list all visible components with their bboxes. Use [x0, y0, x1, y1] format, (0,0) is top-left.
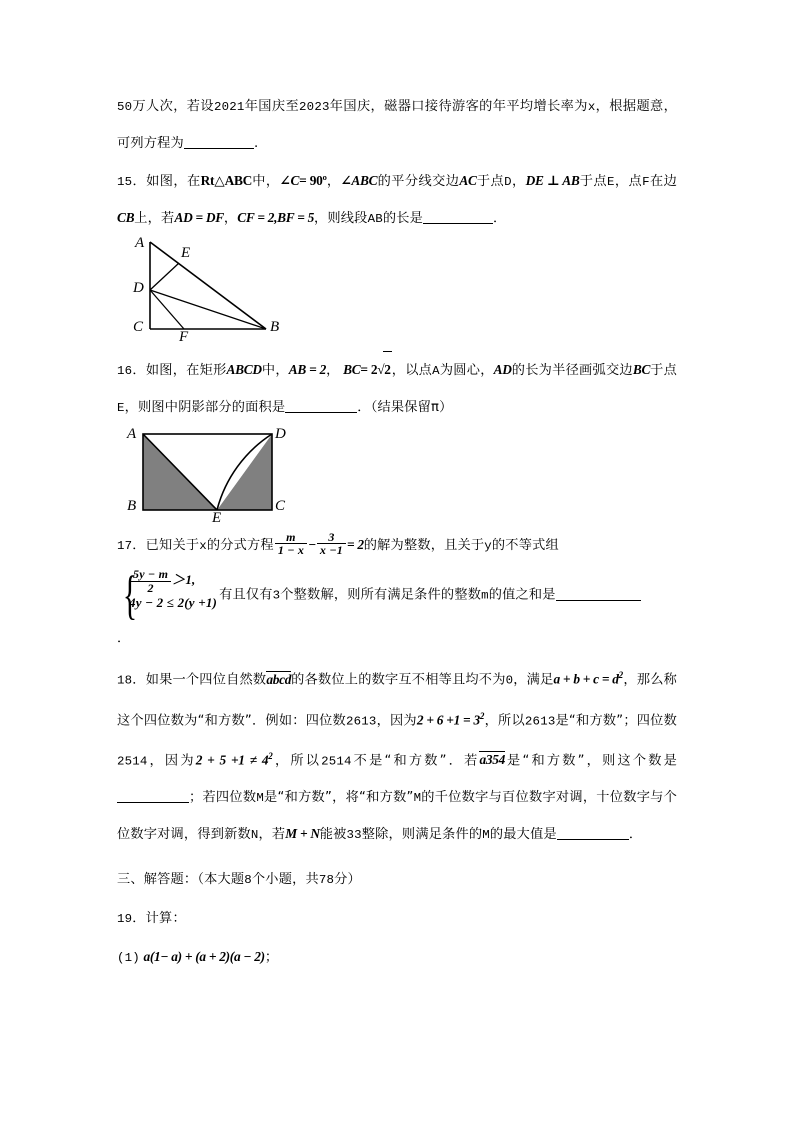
q16-text-9: ，则图中阴影部分的面积是: [124, 400, 286, 415]
q19-sub1-label: (1): [117, 951, 140, 966]
q18-var-m-c: M: [482, 828, 490, 843]
q19-title: 计算：: [145, 911, 186, 927]
q18-math-example2: 2 + 5 +1 ≠ 4: [195, 752, 269, 768]
q15-math-rt-abc: Rt△ABC: [200, 173, 253, 188]
q15-math-cb: CB: [117, 210, 135, 225]
q19-number: 19: [117, 912, 133, 927]
q18-example-2613: 2613: [345, 714, 377, 729]
q17-text-2: 的分式方程: [206, 538, 274, 553]
q17-minus: −: [308, 537, 316, 552]
q15-label-D: D: [133, 280, 144, 296]
answer-blank-18b[interactable]: [557, 826, 629, 840]
q19-dot: ．: [132, 911, 146, 927]
q15-point-d: D: [504, 175, 512, 189]
q15-figure: [117, 237, 677, 349]
q16-text-2: 中，: [261, 363, 289, 378]
carryover-text-b: 年国庆至: [244, 99, 300, 114]
q18-math-abcd-overline: abcd: [266, 671, 292, 687]
q18-text-17: 的千位数字与百位数: [421, 790, 543, 806]
q17-var-m: m: [481, 588, 489, 603]
section-3-label: 三、解答题：（本大题: [117, 872, 245, 888]
q18-math-a354-overline: a354: [479, 752, 506, 768]
q19-sub1-expression: a(1− a) + (a + 2)(a − 2): [143, 949, 265, 965]
q18-example-2514-b: 2514: [321, 754, 352, 769]
carryover-paragraph: [117, 88, 677, 161]
q18-period: ．: [628, 827, 643, 843]
answer-blank-14[interactable]: [184, 135, 254, 149]
system-row-1: [129, 568, 217, 594]
section-3-heading: [117, 861, 677, 898]
q16-math-bc: BC: [343, 362, 361, 377]
q16-math-abcd: ABCD: [226, 362, 262, 377]
q16-text-7: 交边: [605, 363, 633, 378]
q15-text-10: 在边: [649, 174, 678, 189]
question-18: [117, 658, 677, 853]
sqrt-symbol: √: [377, 362, 385, 377]
q18-example-2514: 2514: [117, 754, 148, 769]
question-17: [117, 528, 677, 563]
q15-text-7: 于点: [579, 174, 608, 189]
q16-label-D: D: [275, 426, 286, 442]
q15-text-11: 上，若: [134, 211, 175, 226]
carryover-text-e: 题意，可列方程为: [117, 99, 677, 151]
q15-period: ．: [493, 211, 507, 226]
q16-math-bc2: BC: [632, 362, 651, 377]
q17-var-y: y: [484, 539, 492, 553]
q16-text-10: ．（结果保留: [357, 400, 432, 415]
q15-math-90deg: = 90º: [299, 173, 327, 188]
q16-label-E: E: [212, 510, 222, 526]
q15-math-de-perp-ab: DE ⊥ AB: [525, 173, 580, 188]
q15-text-6: ，: [511, 174, 526, 189]
carryover-text-d: ，根据: [595, 99, 637, 114]
q18-math-sum-eq: a + b + c = d: [553, 671, 619, 687]
q17-equation-rhs: = 2: [347, 537, 364, 552]
q18-math-example1: 2 + 6 +1 = 3: [416, 712, 480, 728]
q18-text-10: ，因为: [147, 753, 196, 769]
q16-text-3: ，: [326, 363, 340, 378]
q15-point-e: E: [607, 175, 615, 189]
system-row-2: 4y − 2 ≤ 2(y +1): [129, 595, 218, 611]
q18-text-18: 字对调，十位数字与个位数字对调，得到新数: [117, 790, 678, 843]
page-content: [117, 88, 677, 976]
q18-text-4: ，: [623, 672, 637, 688]
q15-label-B: B: [270, 319, 280, 335]
carryover-text-a: 万人次，若设: [132, 99, 214, 114]
q15-segment-ab: AB: [367, 212, 383, 226]
section-3-label-3: 分）: [334, 872, 361, 888]
question-19: [117, 900, 677, 937]
q18-text-19: ，若: [258, 827, 286, 843]
answer-blank-17[interactable]: [556, 587, 641, 601]
q17-frac2-numerator: 3: [328, 529, 335, 544]
q17-sys-numerator: 5y − m: [133, 567, 169, 581]
q17-number: 17: [117, 539, 133, 553]
q16-text-8: 于点: [650, 363, 678, 378]
q17-frac2-denominator: x −1: [317, 543, 346, 557]
carryover-count: 50: [117, 100, 133, 114]
q18-text-9: 方数”；四位数: [589, 713, 677, 729]
q17-count-3: 3: [272, 588, 281, 603]
q18-text-13: 是“和方数”，: [505, 753, 603, 769]
q18-math-sum-exponent: 2: [618, 670, 624, 681]
segment-de: [150, 263, 179, 290]
q15-text-2: 中，: [252, 174, 280, 189]
q15-text-13: ，则线段: [314, 211, 368, 226]
sqrt-radicand: 2: [383, 351, 391, 387]
q15-text-14: 的长是: [382, 211, 424, 226]
q17-fraction-2: [317, 531, 346, 557]
q16-math-ab2: AB = 2: [288, 362, 326, 377]
q18-text-6: ，因为: [376, 713, 417, 729]
carryover-text-c: 年国庆，磁器口接待游客的年平均增长率为: [329, 99, 588, 114]
q18-math-m-plus-n: M + N: [285, 826, 320, 842]
q15-math-ac: AC: [459, 173, 477, 188]
q18-text-3: ，满足: [513, 672, 554, 688]
q17-text-6: 个整数解，则所有满足条件的整数: [280, 587, 482, 603]
q17-text-4: 的不等式组: [491, 538, 559, 553]
answer-blank-15[interactable]: [423, 210, 493, 224]
q18-text-21: 整除，则满足条件的: [361, 827, 483, 843]
q16-dot: ．: [132, 363, 146, 378]
q18-text-15: ；若四位数: [189, 790, 257, 806]
q16-text-6: 的长为半径画弧: [511, 363, 606, 378]
q15-figure-svg: [117, 237, 317, 349]
q17-sys-denominator: 2: [130, 581, 171, 595]
q15-text-9: ，点: [614, 174, 643, 189]
section-3-score: 78: [318, 873, 335, 888]
q15-math-ad-df: AD = DF: [174, 210, 224, 225]
q17-dot: ．: [132, 538, 146, 553]
q17-text-3: 的解为整数，且关于: [363, 538, 485, 553]
q15-text-3: ，: [326, 174, 341, 189]
q15-point-f: F: [642, 175, 650, 189]
q19-sub1-end: ；: [264, 950, 279, 966]
q18-math-example2-exponent: 2: [268, 751, 273, 762]
question-17-continued: [117, 564, 677, 625]
carryover-year-2021: 2021: [213, 100, 245, 114]
q15-math-bf5: BF = 5: [277, 210, 314, 225]
q18-text-8: 是“和: [555, 713, 590, 729]
q16-pi: π: [431, 400, 440, 415]
q18-text-2: 的各数位上的数字互不相等且均不为: [291, 672, 506, 688]
q15-label-E: E: [181, 245, 191, 261]
q18-divisor-33: 33: [346, 828, 362, 843]
q16-text-1: 如图，在矩形: [145, 363, 227, 378]
q15-text-4: 的平分线交边: [377, 174, 460, 189]
q16-number: 16: [117, 364, 133, 378]
q16-text-4: ，以点: [391, 363, 433, 378]
q18-number: 18: [117, 673, 133, 688]
q17-sys-row1-rhs: ＞1,: [172, 572, 196, 588]
q16-point-e: E: [117, 401, 125, 415]
q16-math-bc-value: = 2: [360, 362, 378, 377]
question-16: [117, 351, 677, 426]
carryover-period: .: [253, 136, 259, 151]
q17-text-1: 已知关于: [145, 538, 200, 553]
q18-text-16: 是“和方数”，将“和方数”: [263, 790, 414, 806]
answer-blank-16[interactable]: [285, 399, 357, 413]
q17-text-7: 的值之和是: [488, 587, 556, 603]
section-3-count: 8: [244, 873, 252, 888]
q17-frac1-denominator: 1 − x: [275, 543, 307, 557]
q18-example-2613-b: 2613: [524, 714, 556, 729]
q17-inequality-system: [117, 564, 218, 625]
carryover-variable-x: x: [587, 100, 596, 114]
q16-point-a: A: [432, 364, 440, 378]
q16-label-A: A: [127, 426, 137, 442]
q18-text-22: 的最大值是: [489, 827, 557, 843]
q17-sys-fraction: [130, 568, 171, 594]
q15-math-angle-c: ∠C: [279, 173, 300, 188]
q17-period: ．: [117, 631, 131, 647]
q15-text-12: ，: [223, 211, 238, 226]
q17-var-x: x: [199, 539, 207, 553]
q17-text-5: 有且仅有: [219, 587, 273, 603]
q15-text-5: 于点: [476, 174, 505, 189]
q16-text-12: ）: [439, 400, 453, 415]
q16-label-C: C: [275, 498, 286, 514]
q18-var-m-b: M: [413, 791, 422, 806]
side-ab: [150, 242, 266, 329]
q15-label-A: A: [135, 235, 145, 251]
question-19-sub1: [117, 939, 677, 976]
q18-var-m: M: [256, 791, 264, 806]
q18-text-5: 那么称这个四位数为“和方数”．例如：四位数: [117, 672, 678, 729]
q17-fraction-1: [275, 531, 307, 557]
system-brace: {: [122, 564, 138, 625]
q18-text-7: ，所以: [484, 713, 525, 729]
q17-frac1-numerator: m: [286, 529, 296, 544]
q18-math-example1-exponent: 2: [479, 710, 485, 721]
q18-text-12: 不是“和方数”．若: [351, 753, 480, 769]
q15-text-1: 如图，在: [146, 174, 201, 189]
q16-sqrt2: [377, 351, 391, 387]
q15-math-cf2: CF = 2,: [237, 210, 278, 225]
q15-math-angle-abc: ∠ABC: [340, 173, 378, 188]
section-3-label-2: 个小题，共: [251, 872, 319, 888]
q18-zero: 0: [505, 673, 514, 688]
q18-text-1: 如果一个四位自然数: [145, 672, 267, 688]
q16-text-5: 为圆心，: [439, 363, 494, 378]
question-17-period-line: [117, 620, 677, 656]
q18-text-14: 则这个数是: [602, 753, 677, 769]
carryover-year-2023: 2023: [299, 100, 330, 114]
q16-math-ad: AD: [493, 362, 512, 377]
question-15: [117, 163, 677, 237]
q18-text-11: ，所以: [272, 753, 322, 769]
answer-blank-18a[interactable]: [117, 789, 189, 803]
q18-text-20: 能被: [319, 827, 347, 843]
q16-label-B: B: [127, 498, 137, 514]
q15-label-C: C: [133, 319, 144, 335]
q16-figure: [117, 426, 677, 526]
q15-number: 15: [117, 175, 133, 189]
q15-label-F: F: [179, 329, 189, 345]
q18-dot: ．: [132, 672, 146, 688]
q18-var-n: N: [250, 828, 259, 843]
q15-dot: ．: [132, 174, 147, 189]
